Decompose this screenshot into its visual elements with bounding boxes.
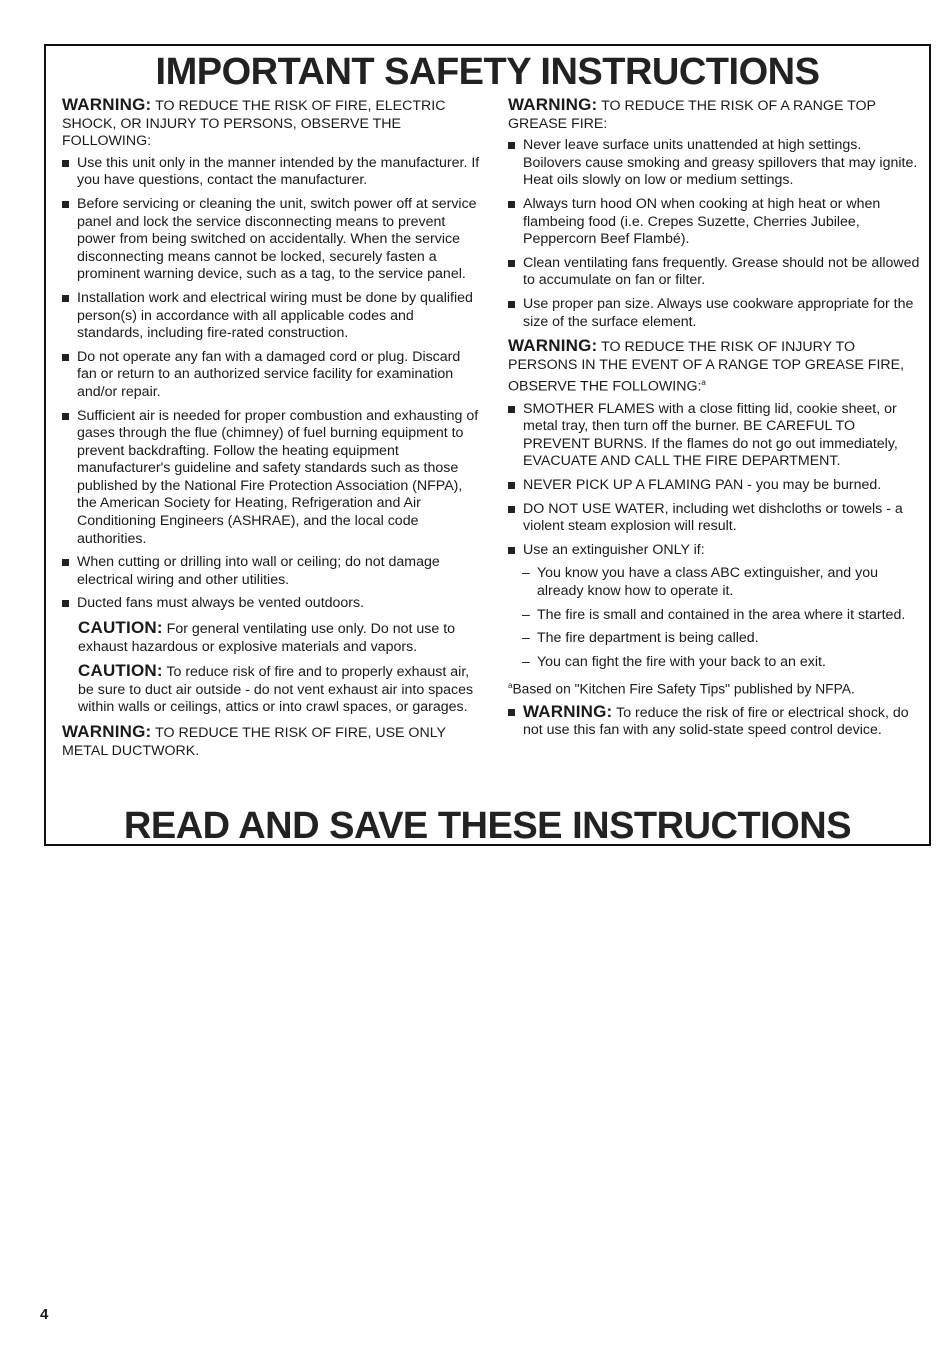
caution-label: CAUTION:	[78, 661, 163, 681]
list-item: When cutting or drilling into wall or ceiling; do not damage electrical wiring and other utilities.	[62, 554, 482, 589]
footnote-mark: a	[508, 681, 513, 691]
list-item: Do not operate any fan with a damaged cord or plug. Discard fan or return to an authorized service facility for examination and/or repair.	[62, 349, 482, 402]
caution-exhaust	[78, 662, 482, 717]
warning-label: WARNING:	[62, 722, 152, 741]
warning-label: WARNING:	[62, 95, 152, 114]
list-item: – You know you have a class ABC extinguisher, and you already know how to operate it.	[522, 565, 920, 600]
warning-text: TO REDUCE THE RISK OF A RANGE TOP GREASE FIRE:	[508, 98, 876, 132]
left-bullet-list	[62, 155, 482, 613]
list-item: Sufficient air is needed for proper combustion and exhausting of gases through the flue (chimney) of fuel burning equipment to prevent backdrafting. Follow the heating equipment manufacturer's guideline and safety standards such as those published by the National Fire Protection Association (NFPA), the American Society for Heating, Refrigeration and Air Conditioning Engineers (ASHRAE), and the local code authorities.	[62, 408, 482, 549]
list-item: Use proper pan size. Always use cookware appropriate for the size of the surface element.	[508, 296, 920, 331]
grease-fire-action-list	[508, 401, 920, 560]
caution-label: CAUTION:	[78, 618, 163, 638]
list-item: – The fire is small and contained in the area where it started.	[522, 607, 920, 625]
warning-text: To reduce the risk of fire or electrical shock, do not use this fan with any solid-state speed control device.	[523, 704, 909, 739]
list-item: SMOTHER FLAMES with a close fitting lid, cookie sheet, or metal tray, then turn off the burner. BE CAREFUL TO PREVENT BURNS. If the flames do not go out immediately, EVACUATE AND CALL THE FIRE DEPARTMENT.	[508, 401, 920, 471]
warning-label: WARNING:	[508, 336, 598, 356]
list-item: Use an extinguisher ONLY if:	[508, 542, 920, 560]
warning-label: WARNING:	[508, 95, 598, 114]
list-item: Ducted fans must always be vented outdoors.	[62, 595, 482, 613]
warning-electric-shock	[62, 96, 482, 151]
list-item: NEVER PICK UP A FLAMING PAN - you may be burned.	[508, 477, 920, 495]
warning-speed-control	[508, 703, 920, 740]
warning-text: TO REDUCE THE RISK OF FIRE, USE ONLY METAL DUCTWORK.	[62, 725, 446, 759]
warning-text: TO REDUCE THE RISK OF FIRE, ELECTRIC SHOCK, OR INJURY TO PERSONS, OBSERVE THE FOLLOWING:	[62, 98, 446, 150]
warning-grease-fire	[508, 96, 920, 133]
list-item: Installation work and electrical wiring must be done by qualified person(s) in accordance with all applicable codes and standards, including fire-rated construction.	[62, 290, 482, 343]
warning-ductwork	[62, 723, 482, 760]
caution-text: For general ventilating use only. Do not use to exhaust hazardous or explosive materials and vapors.	[78, 621, 456, 655]
footer-title: READ AND SAVE THESE INSTRUCTIONS	[123, 805, 852, 847]
list-item: – The fire department is being called.	[522, 630, 920, 648]
page-number: 4	[40, 1306, 49, 1323]
left-column	[62, 96, 482, 762]
safety-instructions-box	[44, 44, 931, 846]
warning-injury	[508, 337, 920, 397]
page-title: IMPORTANT SAFETY INSTRUCTIONS	[155, 51, 820, 93]
list-item: – You can fight the fire with your back to an exit.	[522, 654, 920, 672]
list-item: Clean ventilating fans frequently. Grease should not be allowed to accumulate on fan or filter.	[508, 255, 920, 290]
list-item: DO NOT USE WATER, including wet dishcloths or towels - a violent steam explosion will result.	[508, 501, 920, 536]
caution-text: To reduce risk of fire and to properly exhaust air, be sure to duct air outside - do not vent exhaust air into spaces within walls or ceilings, attics or into crawl spaces, or garages.	[78, 664, 474, 716]
footnote-mark: a	[701, 378, 706, 388]
list-item: Use this unit only in the manner intended by the manufacturer. If you have questions, contact the manufacturer.	[62, 155, 482, 190]
list-item: Before servicing or cleaning the unit, switch power off at service panel and lock the service disconnecting means to prevent power from being switched on accidentally. When the service disconnecting means cannot be locked, securely fasten a prominent warning device, such as a tag, to the service panel.	[62, 196, 482, 284]
footnote	[508, 677, 920, 698]
footnote-text: Based on "Kitchen Fire Safety Tips" published by NFPA.	[512, 681, 855, 697]
list-item: Never leave surface units unattended at high settings. Boilovers cause smoking and greasy spillovers that may ignite. Heat oils slowly on low or medium settings.	[508, 137, 920, 190]
list-item: Always turn hood ON when cooking at high heat or when flambeing food (i.e. Crepes Suzette, Cherries Jubilee, Peppercorn Beef Flambé).	[508, 196, 920, 249]
grease-fire-bullet-list	[508, 137, 920, 331]
warning-text: TO REDUCE THE RISK OF INJURY TO PERSONS IN THE EVENT OF A RANGE TOP GREASE FIRE, OBSERVE THE FOLLOWING:	[508, 339, 905, 396]
caution-ventilating	[78, 619, 482, 656]
warning-label: WARNING:	[523, 701, 613, 721]
extinguisher-conditions-list	[508, 565, 920, 671]
right-column	[508, 96, 920, 740]
